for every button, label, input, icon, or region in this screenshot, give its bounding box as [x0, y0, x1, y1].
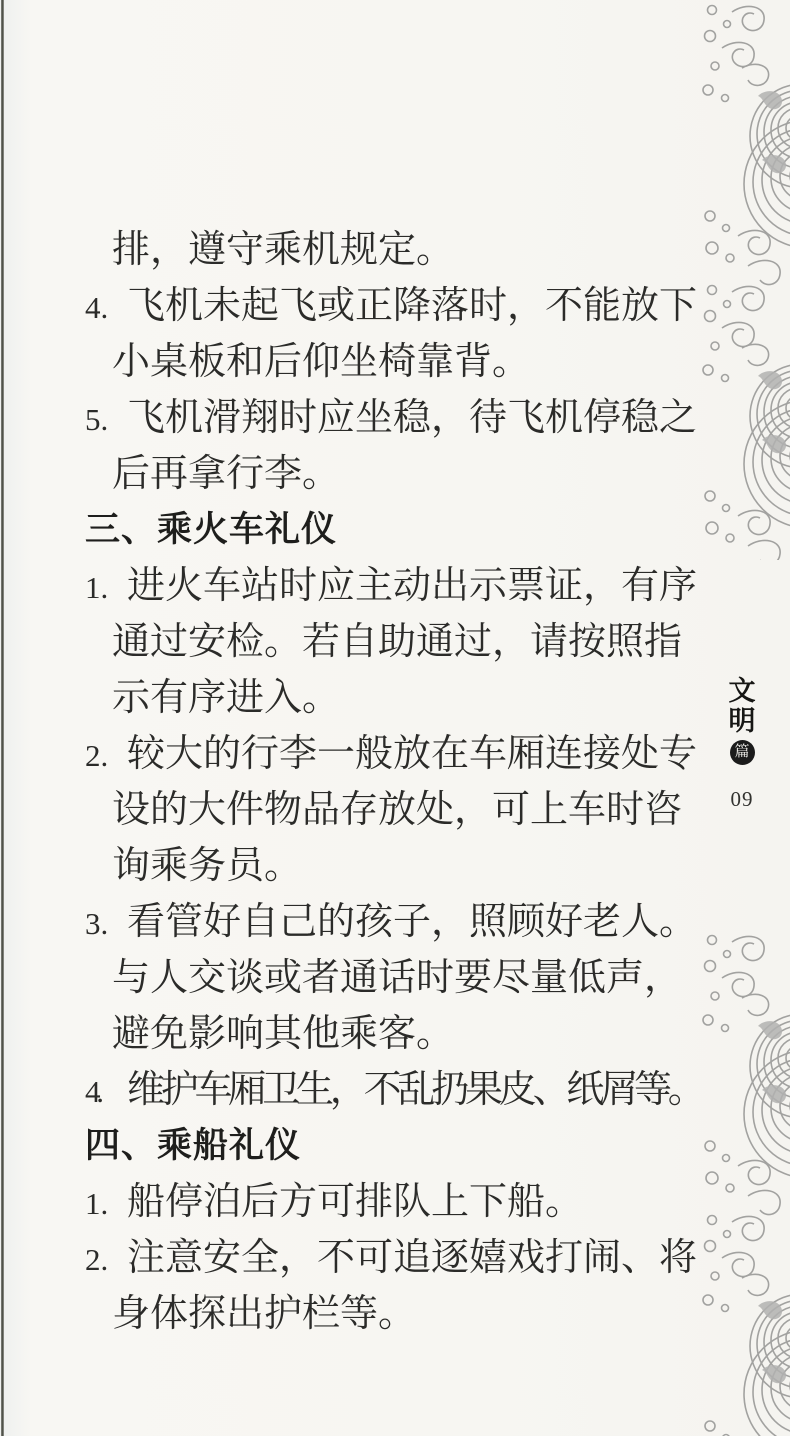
text-line [0, 278, 790, 334]
text-line: 后再拿行李。 [112, 453, 341, 495]
list-item-number: 2. [85, 1242, 109, 1277]
list-item-text: 维护车厢卫生，不乱扔果皮、纸屑等。 [127, 1069, 702, 1111]
page-number: 09 [730, 787, 754, 811]
text-line: 与人交谈或者通话时要尽量低声， [112, 957, 683, 999]
text-line [0, 390, 790, 446]
list-item-text: 注意安全，不可追逐嬉戏打闹、将 [127, 1237, 698, 1279]
chapter-seal-char: 篇 [734, 744, 750, 760]
text-line [0, 1174, 790, 1230]
text-line: 示有序进入。 [112, 677, 341, 719]
margin-char-ming: 明 [728, 706, 756, 736]
text-line: 询乘务员。 [112, 845, 303, 887]
text-line: 排，遵守乘机规定。 [112, 229, 455, 271]
list-item-text: 飞机未起飞或正降落时，不能放下 [127, 285, 698, 327]
text-line [0, 558, 790, 614]
list-item-number: 5. [85, 402, 109, 437]
text-line [0, 726, 790, 782]
section-heading: 三、乘火车礼仪 [85, 510, 338, 549]
text-line [0, 894, 790, 950]
margin-char-wen: 文 [728, 676, 756, 706]
text-line: 避免影响其他乘客。 [112, 1013, 455, 1055]
text-line: 身体探出护栏等。 [112, 1293, 417, 1335]
text-line [0, 1062, 790, 1118]
text-line: 小桌板和后仰坐椅靠背。 [112, 341, 531, 383]
section-heading: 四、乘船礼仪 [85, 1126, 302, 1165]
list-item-text: 飞机滑翔时应坐稳，待飞机停稳之 [127, 397, 698, 439]
list-item-number: 4. [85, 290, 109, 325]
text-line: 通过安检。若自助通过，请按照指 [112, 621, 683, 663]
list-item-text: 看管好自己的孩子，照顾好老人。 [127, 901, 698, 943]
list-item-text: 进火车站时应主动出示票证，有序 [127, 565, 698, 607]
list-item-number: 2. [85, 738, 109, 773]
text-line: 设的大件物品存放处，可上车时咨 [112, 789, 683, 831]
list-item-number: 3. [85, 906, 109, 941]
list-item-number: 1. [85, 1186, 109, 1221]
list-item-text: 船停泊后方可排队上下船。 [127, 1181, 584, 1223]
body-text [0, 222, 790, 1342]
list-item-number: 1. [85, 570, 109, 605]
text-line [0, 1230, 790, 1286]
list-item-number: 4. [85, 1074, 100, 1109]
list-item-text: 较大的行李一般放在车厢连接处专 [127, 733, 698, 775]
